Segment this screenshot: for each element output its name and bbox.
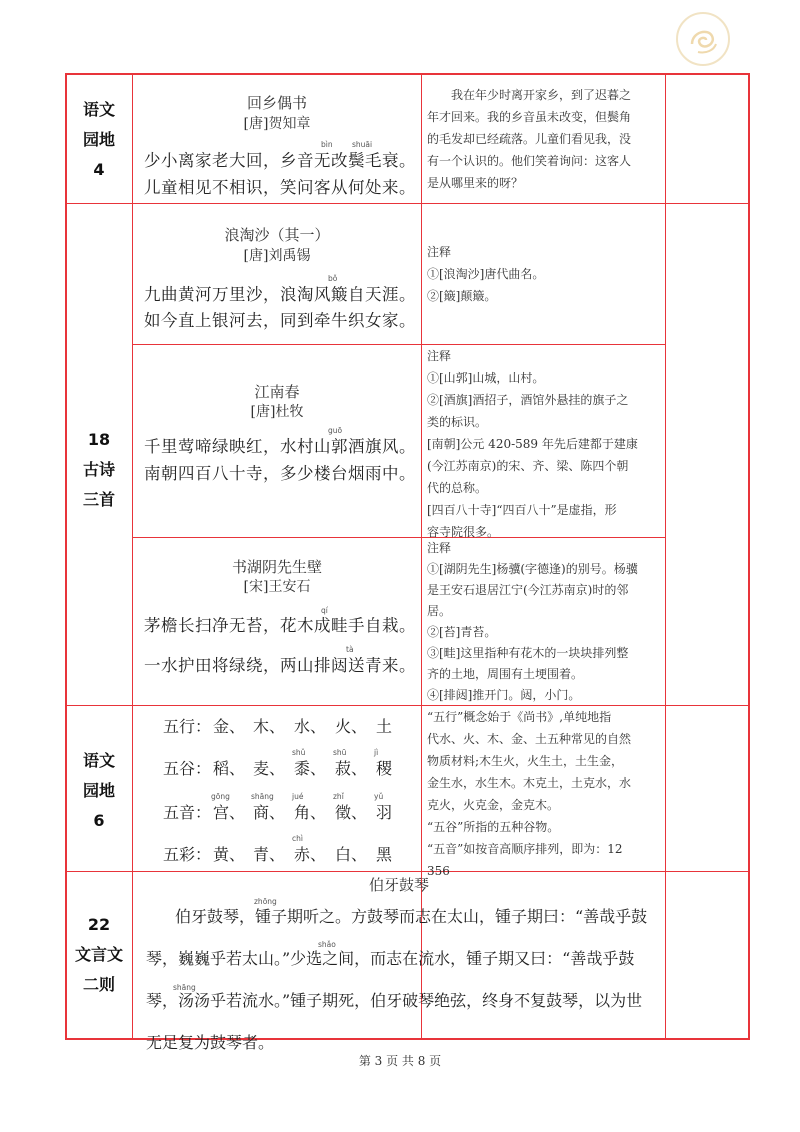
poem-line: 茅檐长扫净无苔，花木成畦手自栽。	[144, 616, 416, 635]
pinyin-annotation: shuāi	[352, 140, 373, 149]
poem-title: 书湖阴先生壁	[231, 558, 322, 576]
pinyin-annotation: jué	[292, 792, 304, 801]
pinyin-annotation: shǔ	[292, 748, 306, 757]
category-item: 赤、	[294, 845, 327, 864]
category-item: 商、	[253, 803, 286, 822]
category-item: 白、	[335, 845, 368, 864]
category-item: 火、	[335, 717, 368, 736]
page-footer: 第 3 页 共 8 页	[358, 1054, 442, 1068]
poem-line: 儿童相见不相识，笑问客从何处来。	[144, 178, 416, 197]
section-label: 语文 园地 6	[82, 751, 115, 830]
pinyin-annotation: shāng	[173, 983, 196, 992]
row-divider	[66, 705, 749, 706]
row-divider	[66, 871, 749, 872]
pinyin-annotation: guō	[328, 426, 343, 435]
annotation-note: 注释 ①[浪淘沙]唐代曲名。 ②[簸]颠簸。	[427, 245, 545, 303]
pinyin-annotation: chì	[292, 834, 303, 843]
category-item: 水、	[294, 717, 327, 736]
poem-title: 回乡偶书	[246, 94, 307, 112]
poem-author: [唐]贺知章	[243, 116, 311, 132]
pinyin-annotation: zhǐ	[333, 792, 344, 801]
annotation-note: 注释 ①[山郭]山城，山村。 ②[酒旗]酒招子，酒馆外悬挂的旗子之 类的标识。 [南朝]公元 420-589 年先后建都于建康 (今江苏南京)的宋、齐、梁、陈四个朝 代的总称。 [四百八十寺]“四百八十”是虚指，形 容寺院很多。	[427, 349, 638, 539]
pinyin-annotation: jì	[374, 748, 379, 757]
category-heading: 五谷：	[163, 759, 212, 778]
pinyin-annotation: shāng	[251, 792, 274, 801]
section-label: 22 文言文 二则	[74, 915, 123, 994]
poem-line: 南朝四百八十寺，多少楼台烟雨中。	[144, 464, 416, 483]
pinyin-annotation: bìn	[321, 140, 333, 149]
category-item: 青、	[253, 845, 286, 864]
row-divider	[66, 203, 749, 204]
pinyin-annotation: qí	[321, 606, 328, 615]
category-item: 羽	[376, 803, 393, 822]
category-heading: 五音：	[163, 803, 212, 822]
category-item: 黑	[376, 845, 393, 864]
category-item: 木、	[253, 717, 286, 736]
category-item: 麦、	[253, 759, 286, 778]
category-item: 稷	[376, 759, 393, 778]
watermark-seal	[676, 12, 730, 66]
section-label: 18 古诗 三首	[82, 430, 115, 509]
pinyin-annotation: shǎo	[318, 940, 336, 949]
category-item: 金、	[213, 717, 246, 736]
category-item: 徵、	[335, 803, 368, 822]
poem-author: [唐]杜牧	[250, 404, 304, 420]
category-item: 角、	[294, 803, 327, 822]
pinyin-annotation: tà	[346, 645, 354, 654]
category-heading: 五行：	[163, 717, 212, 736]
pinyin-annotation: bǒ	[328, 274, 338, 283]
translation-note: 我在年少时离开家乡，到了迟暮之 年才回来。我的乡音虽未改变，但鬓角 的毛发却已经疏落。儿童们看见我，没 有一个认识的。他们笑着询问：这客人 是从哪里来的呀？	[427, 88, 632, 190]
category-heading: 五彩：	[163, 845, 212, 864]
category-item: 稻、	[213, 759, 246, 778]
poem-author: [唐]刘禹锡	[243, 248, 311, 264]
poem-line: 一水护田将绿绕，两山排闼送青来。	[144, 656, 416, 675]
category-item: 菽、	[335, 759, 368, 778]
poem-title: 江南春	[254, 383, 300, 401]
poem-author: [宋]王安石	[243, 579, 311, 595]
category-item: 黄、	[213, 845, 246, 864]
explanation-note: “五行”概念始于《尚书》,单纯地指 代水、火、木、金、土五种常见的自然 物质材料;木生火，火生土，土生金， 金生水，水生木。木克土，土克水，水 克火，火克金，金克木。 “五谷”所指的五种谷物。 “五音”如按音高顺序排列，即为：12 356	[427, 710, 632, 878]
poem-line: 少小离家老大回，乡音无改鬓毛衰。	[144, 151, 416, 170]
poem-line: 如今直上银河去，同到牵牛织女家。	[144, 311, 416, 330]
poem-line: 九曲黄河万里沙，浪淘风簸自天涯。	[144, 285, 416, 304]
section-label: 语文 园地 4	[82, 100, 115, 179]
category-item: 宫、	[213, 803, 246, 822]
category-item: 黍、	[294, 759, 327, 778]
column-divider	[665, 74, 666, 1039]
poem-line: 千里莺啼绿映红，水村山郭酒旗风。	[144, 437, 416, 456]
pinyin-annotation: gōng	[211, 792, 230, 801]
category-item: 土	[376, 717, 393, 736]
pinyin-annotation: shū	[333, 748, 347, 757]
classical-passage: 伯牙鼓琴，锺子期听之。方鼓琴而志在太山，锺子期曰：“善哉乎鼓 琴，巍巍乎若太山。”少选之间，而志在流水，锺子期又曰：“善哉乎鼓 琴，汤汤乎若流水。”锺子期死，伯牙破琴绝弦，终身不复鼓琴，以为世 无足复为鼓琴者。	[146, 907, 648, 1052]
pinyin-annotation: zhōng	[254, 897, 277, 906]
poem-title: 浪淘沙（其一）	[224, 226, 330, 244]
pinyin-annotation: yǔ	[374, 792, 384, 801]
annotation-note: 注释 ①[湖阴先生]杨骥(字德逢)的别号。杨骥 是王安石退居江宁(今江苏南京)时的邻 居。 ②[苔]青苔。 ③[畦]这里指种有花木的一块块排列整 齐的土地，周围有土埂围着。 ④[排闼]推开门。闼，小门。	[427, 541, 638, 702]
passage-title: 伯牙鼓琴	[368, 876, 429, 894]
